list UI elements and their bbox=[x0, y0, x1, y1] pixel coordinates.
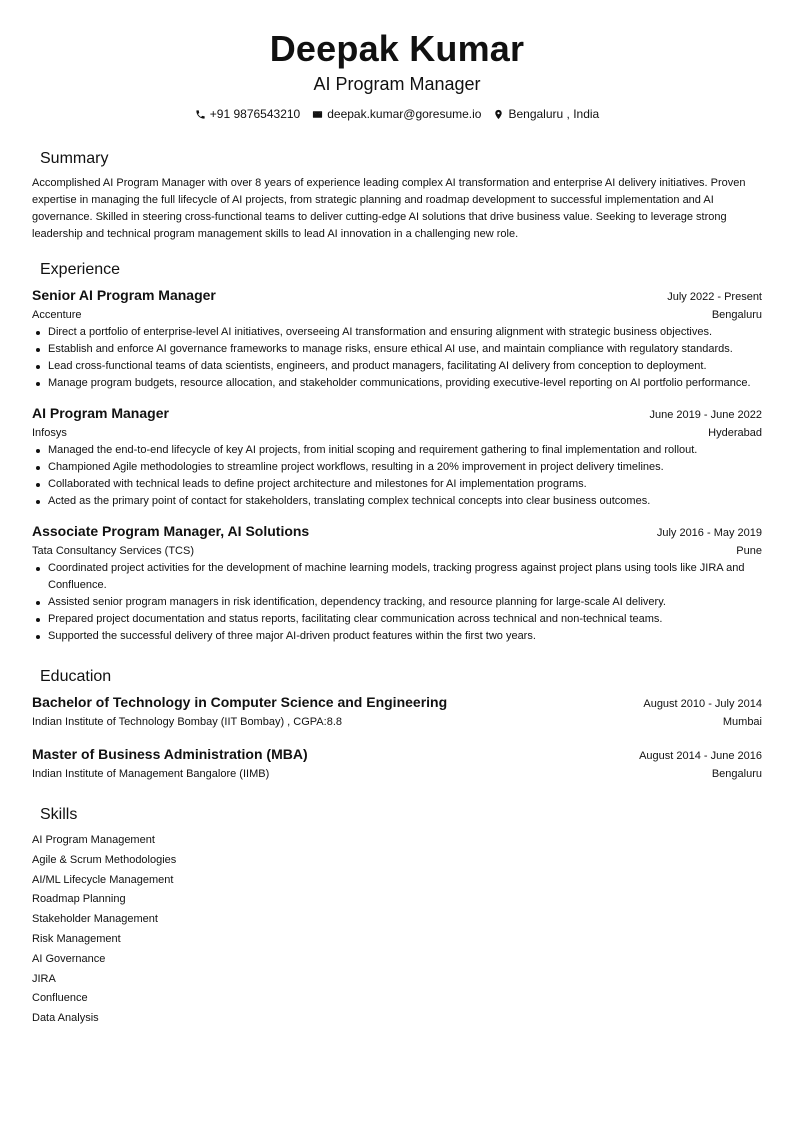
job-company: Tata Consultancy Services (TCS) bbox=[32, 545, 194, 557]
bullet-item: Direct a portfolio of enterprise-level AI initiatives, overseeing AI transformation and ensuring alignment with strategic business objectives. bbox=[48, 324, 762, 341]
education-section bbox=[32, 667, 762, 783]
location-text: Bengaluru , India bbox=[508, 107, 600, 121]
bullet-item: Championed Agile methodologies to streamline project workflows, resulting in a 20% improvement in project delivery timelines. bbox=[48, 459, 762, 476]
contact-location bbox=[493, 106, 599, 122]
resume-header bbox=[32, 0, 762, 122]
candidate-name: Deepak Kumar bbox=[269, 28, 525, 69]
envelope-icon bbox=[312, 109, 323, 120]
job-dates: July 2016 - May 2019 bbox=[656, 527, 762, 539]
bullet-item: Collaborated with technical leads to define project architecture and milestones for AI implementation programs. bbox=[48, 476, 762, 493]
contact-email bbox=[312, 106, 481, 122]
job-entry bbox=[32, 522, 762, 645]
education-entry bbox=[32, 693, 762, 731]
experience-title: Experience bbox=[40, 261, 121, 278]
education-dates: August 2010 - July 2014 bbox=[643, 698, 762, 710]
skill-item: Agile & Scrum Methodologies bbox=[32, 853, 177, 866]
bullet-item: Establish and enforce AI governance frameworks to manage risks, ensure ethical AI use, and maintain compliance with regulatory standards. bbox=[48, 341, 762, 358]
skill-item: Confluence bbox=[32, 992, 88, 1005]
job-role: Associate Program Manager, AI Solutions bbox=[32, 523, 310, 539]
job-role: Senior AI Program Manager bbox=[32, 287, 216, 303]
skills-section bbox=[32, 805, 762, 1029]
phone-number: +91 9876543210 bbox=[209, 107, 301, 121]
skill-item: AI Governance bbox=[32, 952, 106, 965]
skill-item: Roadmap Planning bbox=[32, 893, 126, 906]
bullet-item: Coordinated project activities for the development of machine learning models, tracking progress against project plans using tools like JIRA and Confluence. bbox=[48, 560, 762, 594]
job-bullets bbox=[32, 560, 762, 645]
job-entry bbox=[32, 286, 762, 392]
bullet-item: Manage program budgets, resource allocation, and stakeholder communications, providing executive-level reporting on AI portfolio performance. bbox=[48, 375, 762, 392]
degree: Bachelor of Technology in Computer Science and Engineering bbox=[32, 694, 448, 710]
job-dates: June 2019 - June 2022 bbox=[649, 409, 762, 421]
summary-title: Summary bbox=[40, 150, 109, 167]
job-bullets bbox=[32, 324, 762, 392]
bullet-item: Managed the end-to-end lifecycle of key AI projects, from initial scoping and requirement gathering to final implementation and rollout. bbox=[48, 442, 762, 459]
bullet-item: Acted as the primary point of contact for stakeholders, translating complex technical concepts into clear business outcomes. bbox=[48, 493, 762, 510]
job-entry bbox=[32, 404, 762, 510]
skills-title: Skills bbox=[40, 806, 78, 823]
phone-icon bbox=[195, 109, 206, 120]
skill-item: JIRA bbox=[32, 972, 56, 985]
skill-item: Risk Management bbox=[32, 932, 121, 945]
job-bullets bbox=[32, 442, 762, 510]
bullet-item: Lead cross-functional teams of data scientists, engineers, and product managers, facilitating AI delivery from conception to deployment. bbox=[48, 358, 762, 375]
job-location: Bengaluru bbox=[711, 309, 762, 321]
candidate-headline: AI Program Manager bbox=[313, 74, 481, 94]
institution: Indian Institute of Management Bangalore (IIMB) bbox=[32, 768, 270, 780]
summary-text: Accomplished AI Program Manager with over 8 years of experience leading complex AI transformation and enterprise AI delivery initiatives. Proven expertise in managing the full lifecycle of AI projects, from strategic planning and roadmap development to successful implementation and AI governance. Skilled in steering cross-functional teams to deliver cutting-edge AI solutions that drive business value. Seeking to leverage strong leadership and technical program management skills to lead AI innovation in a challenging new role. bbox=[32, 177, 746, 240]
education-location: Bengaluru bbox=[711, 768, 762, 780]
job-company: Infosys bbox=[32, 427, 67, 439]
map-pin-icon bbox=[493, 109, 504, 120]
summary-section bbox=[32, 149, 762, 243]
degree: Master of Business Administration (MBA) bbox=[32, 746, 308, 762]
skill-item: AI Program Management bbox=[32, 834, 155, 846]
institution: Indian Institute of Technology Bombay (IIT Bombay) , CGPA:8.8 bbox=[32, 716, 342, 728]
job-location: Pune bbox=[736, 545, 762, 557]
contact-phone bbox=[195, 106, 300, 122]
contact-info bbox=[32, 106, 762, 122]
bullet-item: Supported the successful delivery of three major AI-driven product features within the first two years. bbox=[48, 628, 762, 645]
skill-item: Stakeholder Management bbox=[32, 913, 158, 926]
bullet-item: Prepared project documentation and status reports, facilitating clear communication across technical and non-technical teams. bbox=[48, 611, 762, 628]
skill-item: Data Analysis bbox=[32, 1012, 99, 1025]
education-entry bbox=[32, 745, 762, 783]
skill-list bbox=[32, 831, 762, 1029]
experience-section bbox=[32, 260, 762, 645]
education-location: Mumbai bbox=[722, 716, 762, 728]
education-title: Education bbox=[40, 668, 112, 685]
job-company: Accenture bbox=[32, 309, 82, 321]
bullet-item: Assisted senior program managers in risk identification, dependency tracking, and resource planning for large-scale AI delivery. bbox=[48, 594, 762, 611]
job-dates: July 2022 - Present bbox=[667, 291, 762, 303]
skill-item: AI/ML Lifecycle Management bbox=[32, 873, 174, 886]
job-location: Hyderabad bbox=[708, 427, 762, 439]
education-dates: August 2014 - June 2016 bbox=[639, 750, 762, 762]
job-role: AI Program Manager bbox=[32, 405, 169, 421]
email-address: deepak.kumar@goresume.io bbox=[327, 107, 482, 121]
